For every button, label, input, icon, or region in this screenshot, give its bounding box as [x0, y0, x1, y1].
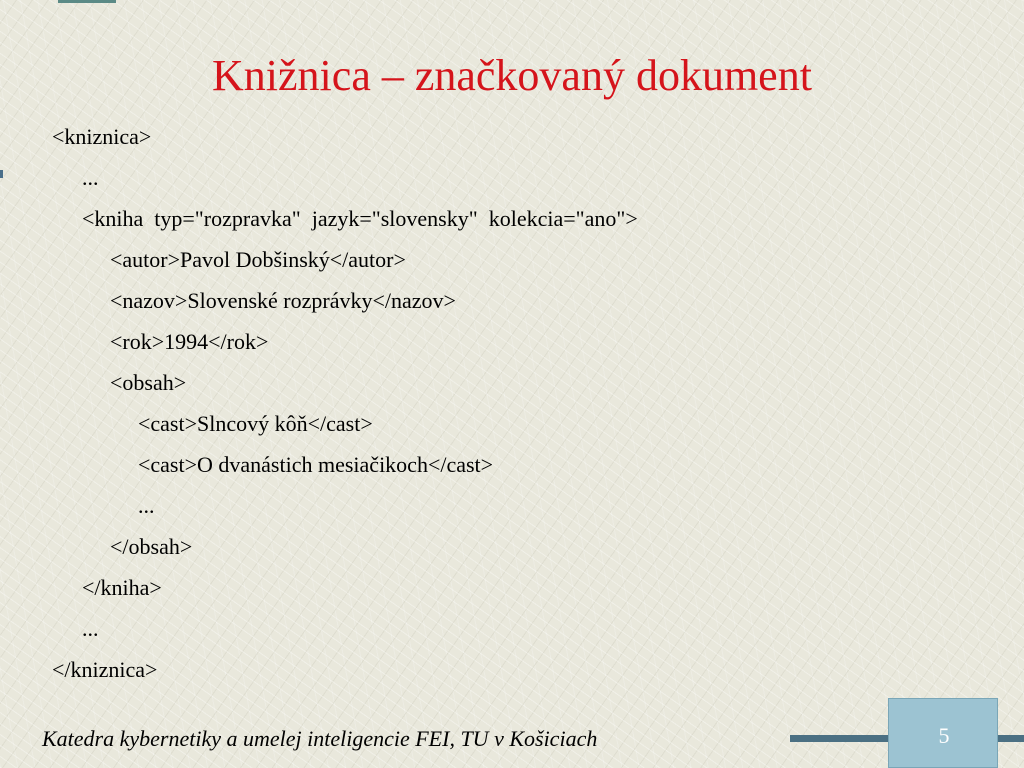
code-line: </kniznica> — [52, 657, 158, 682]
code-line: ... — [82, 165, 99, 190]
code-line: <cast>O dvanástich mesiačikoch</cast> — [138, 452, 494, 477]
slide-title: Knižnica – značkovaný dokument — [212, 51, 812, 100]
code-line: </kniha> — [82, 575, 162, 600]
code-line: <nazov>Slovenské rozprávky</nazov> — [110, 288, 456, 313]
code-line: <autor>Pavol Dobšinský</autor> — [110, 247, 406, 272]
footer-text: Katedra kybernetiky a umelej inteligencie FEI, TU v Košiciach — [42, 726, 598, 751]
code-line: <kniha typ="rozpravka" jazyk="slovensky" kolekcia="ano"> — [82, 206, 638, 231]
code-line: <cast>Slncový kôň</cast> — [138, 411, 373, 436]
left-edge-mark — [0, 170, 3, 178]
code-line: <rok>1994</rok> — [110, 329, 269, 354]
code-line: <obsah> — [110, 370, 187, 395]
page-number-box — [888, 698, 998, 768]
page-number: 5 — [938, 723, 950, 748]
xml-code-block — [52, 116, 638, 690]
top-corner-mark — [58, 0, 116, 3]
code-line: <kniznica> — [52, 124, 152, 149]
code-line: ... — [138, 493, 155, 518]
code-line: </obsah> — [110, 534, 193, 559]
code-line: ... — [82, 616, 99, 641]
